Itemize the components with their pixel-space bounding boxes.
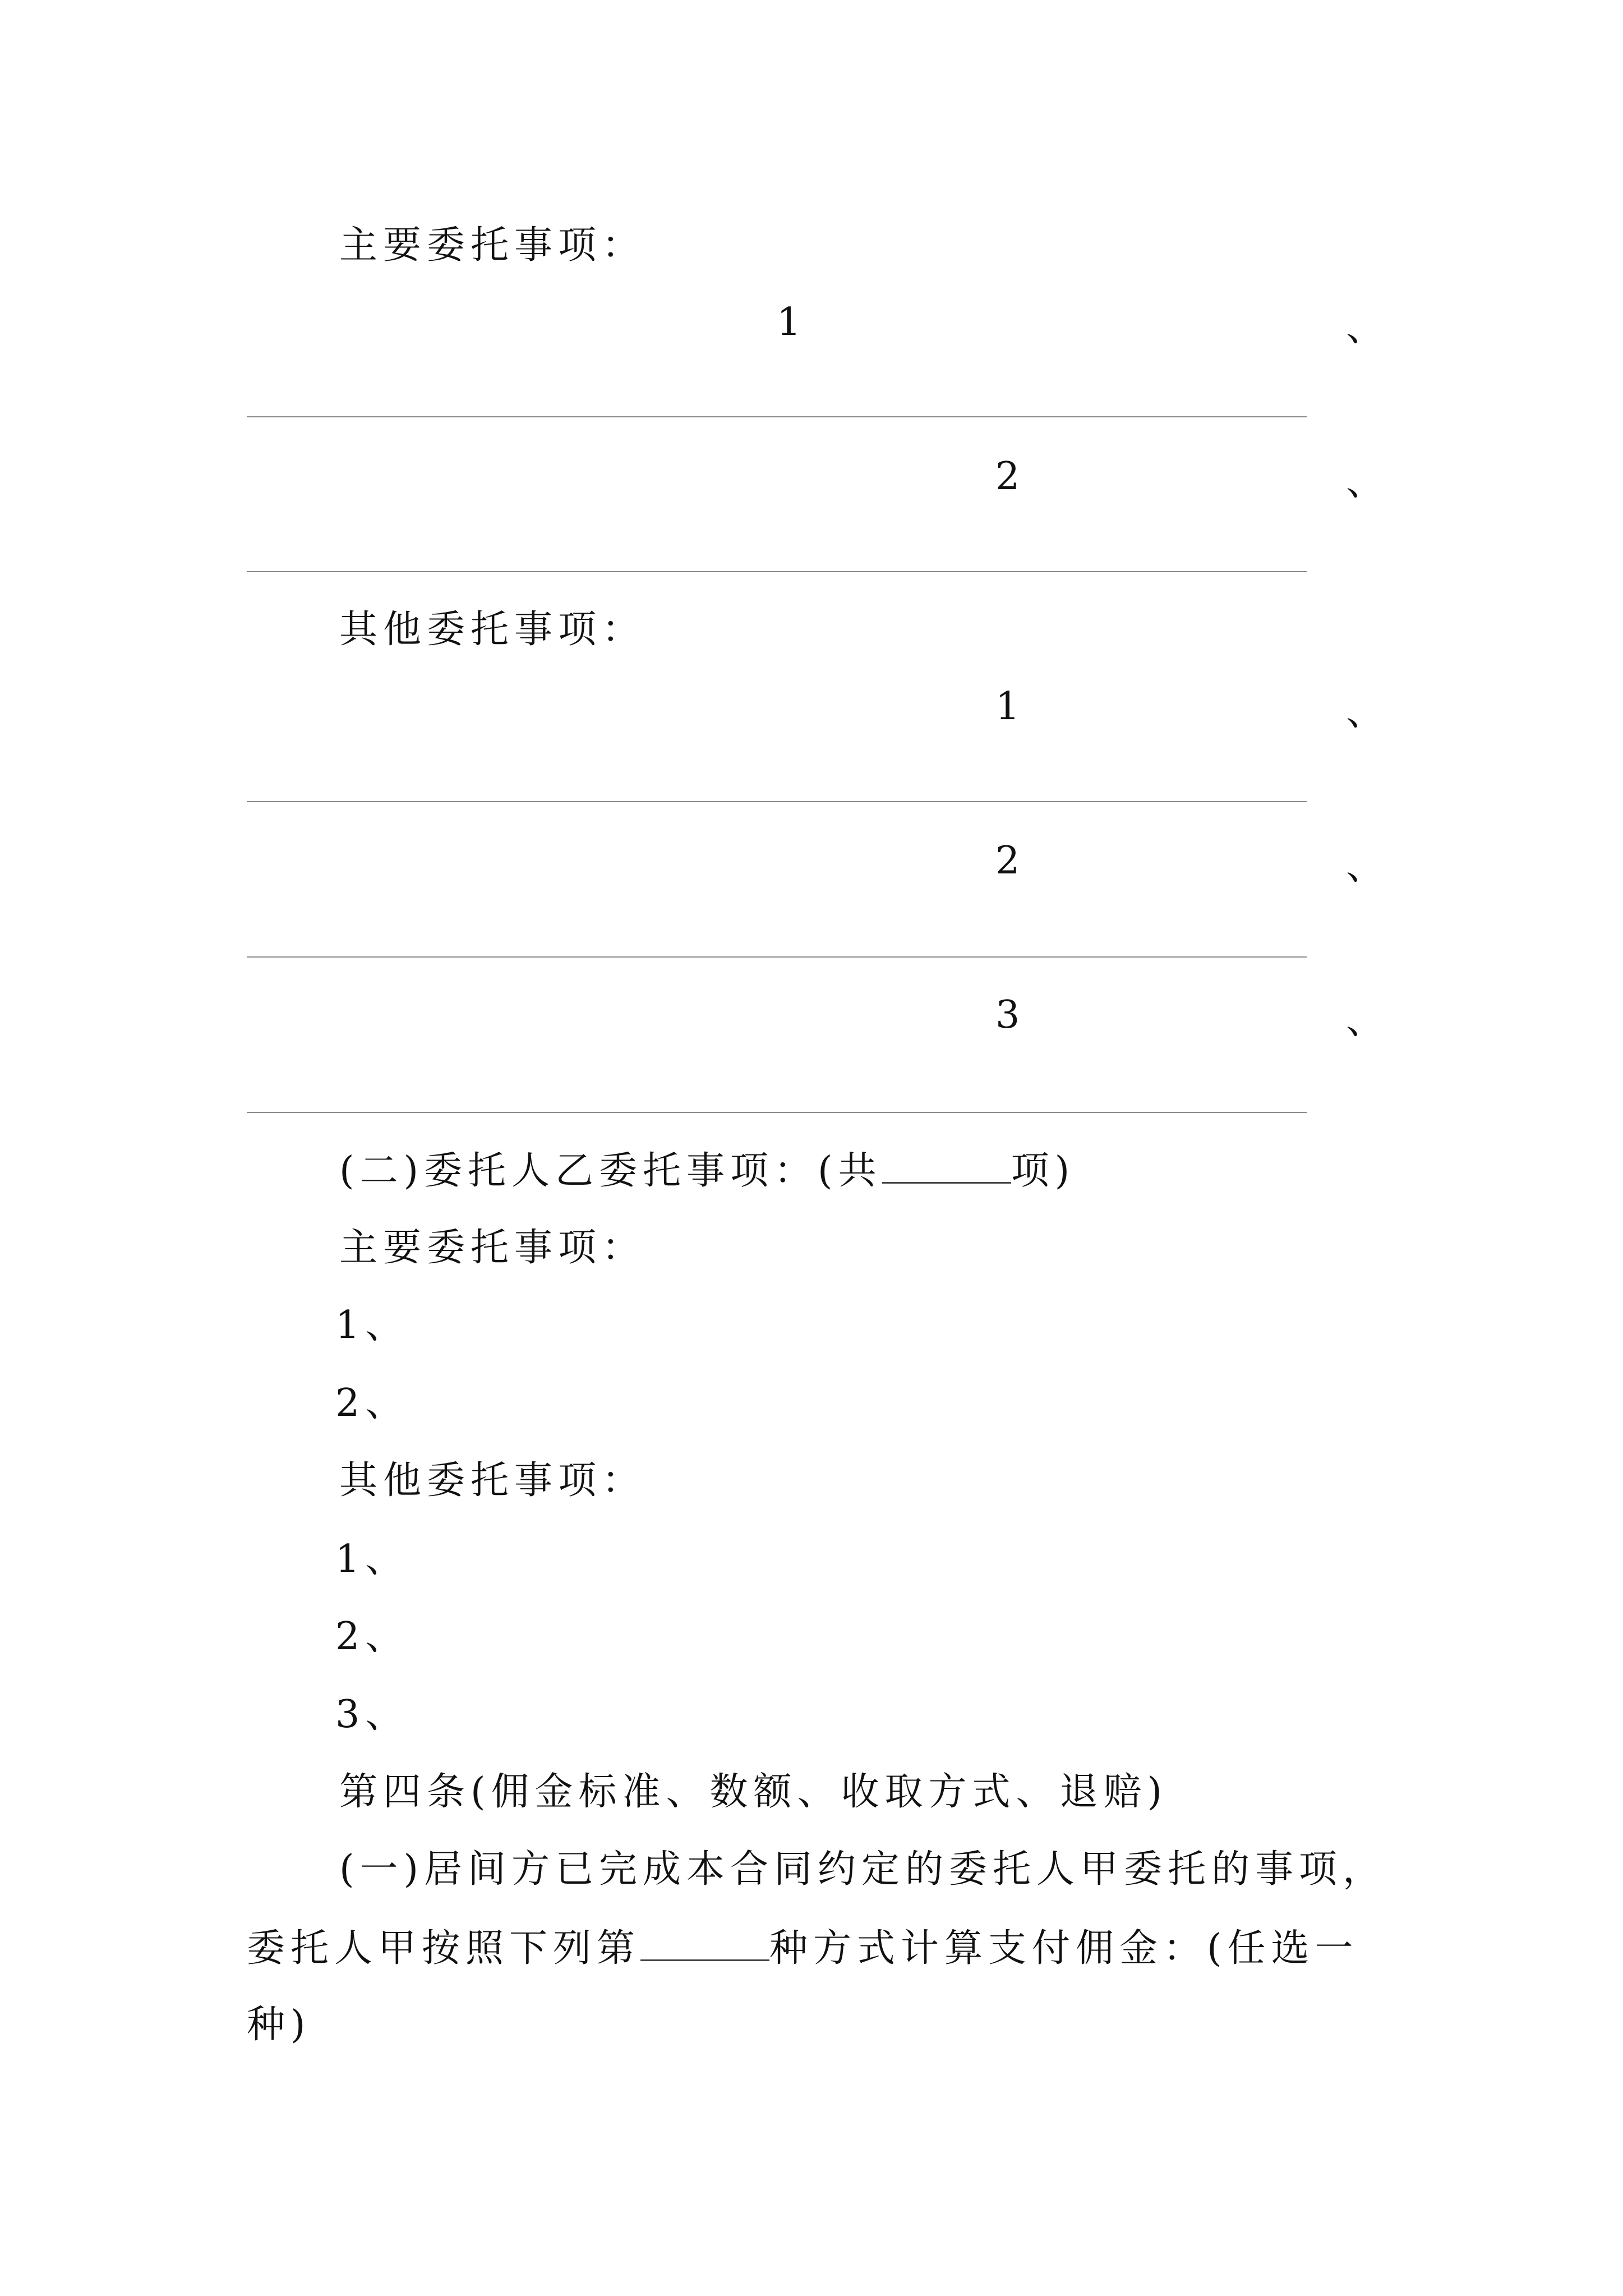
paragraph-line-suffix: 种方式计算支付佣金：(任选一 — [769, 1926, 1359, 1971]
other-items-heading: 其他委托事项： — [339, 608, 646, 652]
main-item-number: 1 — [777, 300, 801, 344]
other-item-number: 1 — [995, 684, 1020, 729]
section-b-heading — [339, 1147, 1075, 1194]
section-b-heading-suffix: 项) — [1011, 1149, 1076, 1193]
other-items-heading: 其他委托事项： — [339, 1458, 646, 1503]
enumeration-mark: 、 — [1346, 690, 1385, 734]
enumeration-mark: 、 — [1346, 306, 1385, 350]
other-item-number: 3 — [995, 993, 1020, 1037]
paragraph-line: (一)居间方已完成本合同约定的委托人甲委托的事项， — [339, 1847, 1387, 1892]
main-items-heading: 主要委托事项： — [339, 1226, 646, 1270]
list-item: 1、 — [335, 1537, 409, 1581]
count-blank — [882, 1147, 1011, 1184]
article-title: 第四条(佣金标准、数额、收取方式、退赔) — [339, 1770, 1168, 1814]
paragraph-line-prefix: 委托人甲按照下列第 — [247, 1926, 641, 1971]
main-items-heading: 主要委托事项： — [339, 223, 646, 268]
section-b-heading-prefix: (二)委托人乙委托事项：(共 — [339, 1149, 882, 1193]
fill-in-line — [247, 956, 1307, 958]
list-item: 2、 — [335, 1614, 409, 1659]
fill-in-line — [247, 571, 1307, 572]
list-item: 3、 — [335, 1692, 409, 1737]
fill-in-line — [247, 801, 1307, 802]
other-item-number: 2 — [995, 839, 1020, 883]
enumeration-mark: 、 — [1346, 460, 1385, 504]
main-item-number: 2 — [995, 454, 1020, 499]
fill-in-line — [247, 416, 1307, 417]
method-blank — [640, 1925, 769, 1961]
paragraph-line — [247, 1925, 1359, 1971]
fill-in-line — [247, 1112, 1307, 1113]
list-item: 2、 — [335, 1381, 409, 1425]
enumeration-mark: 、 — [1346, 999, 1385, 1043]
paragraph-line: 种) — [247, 2003, 311, 2047]
enumeration-mark: 、 — [1346, 844, 1385, 889]
list-item: 1、 — [335, 1303, 409, 1347]
